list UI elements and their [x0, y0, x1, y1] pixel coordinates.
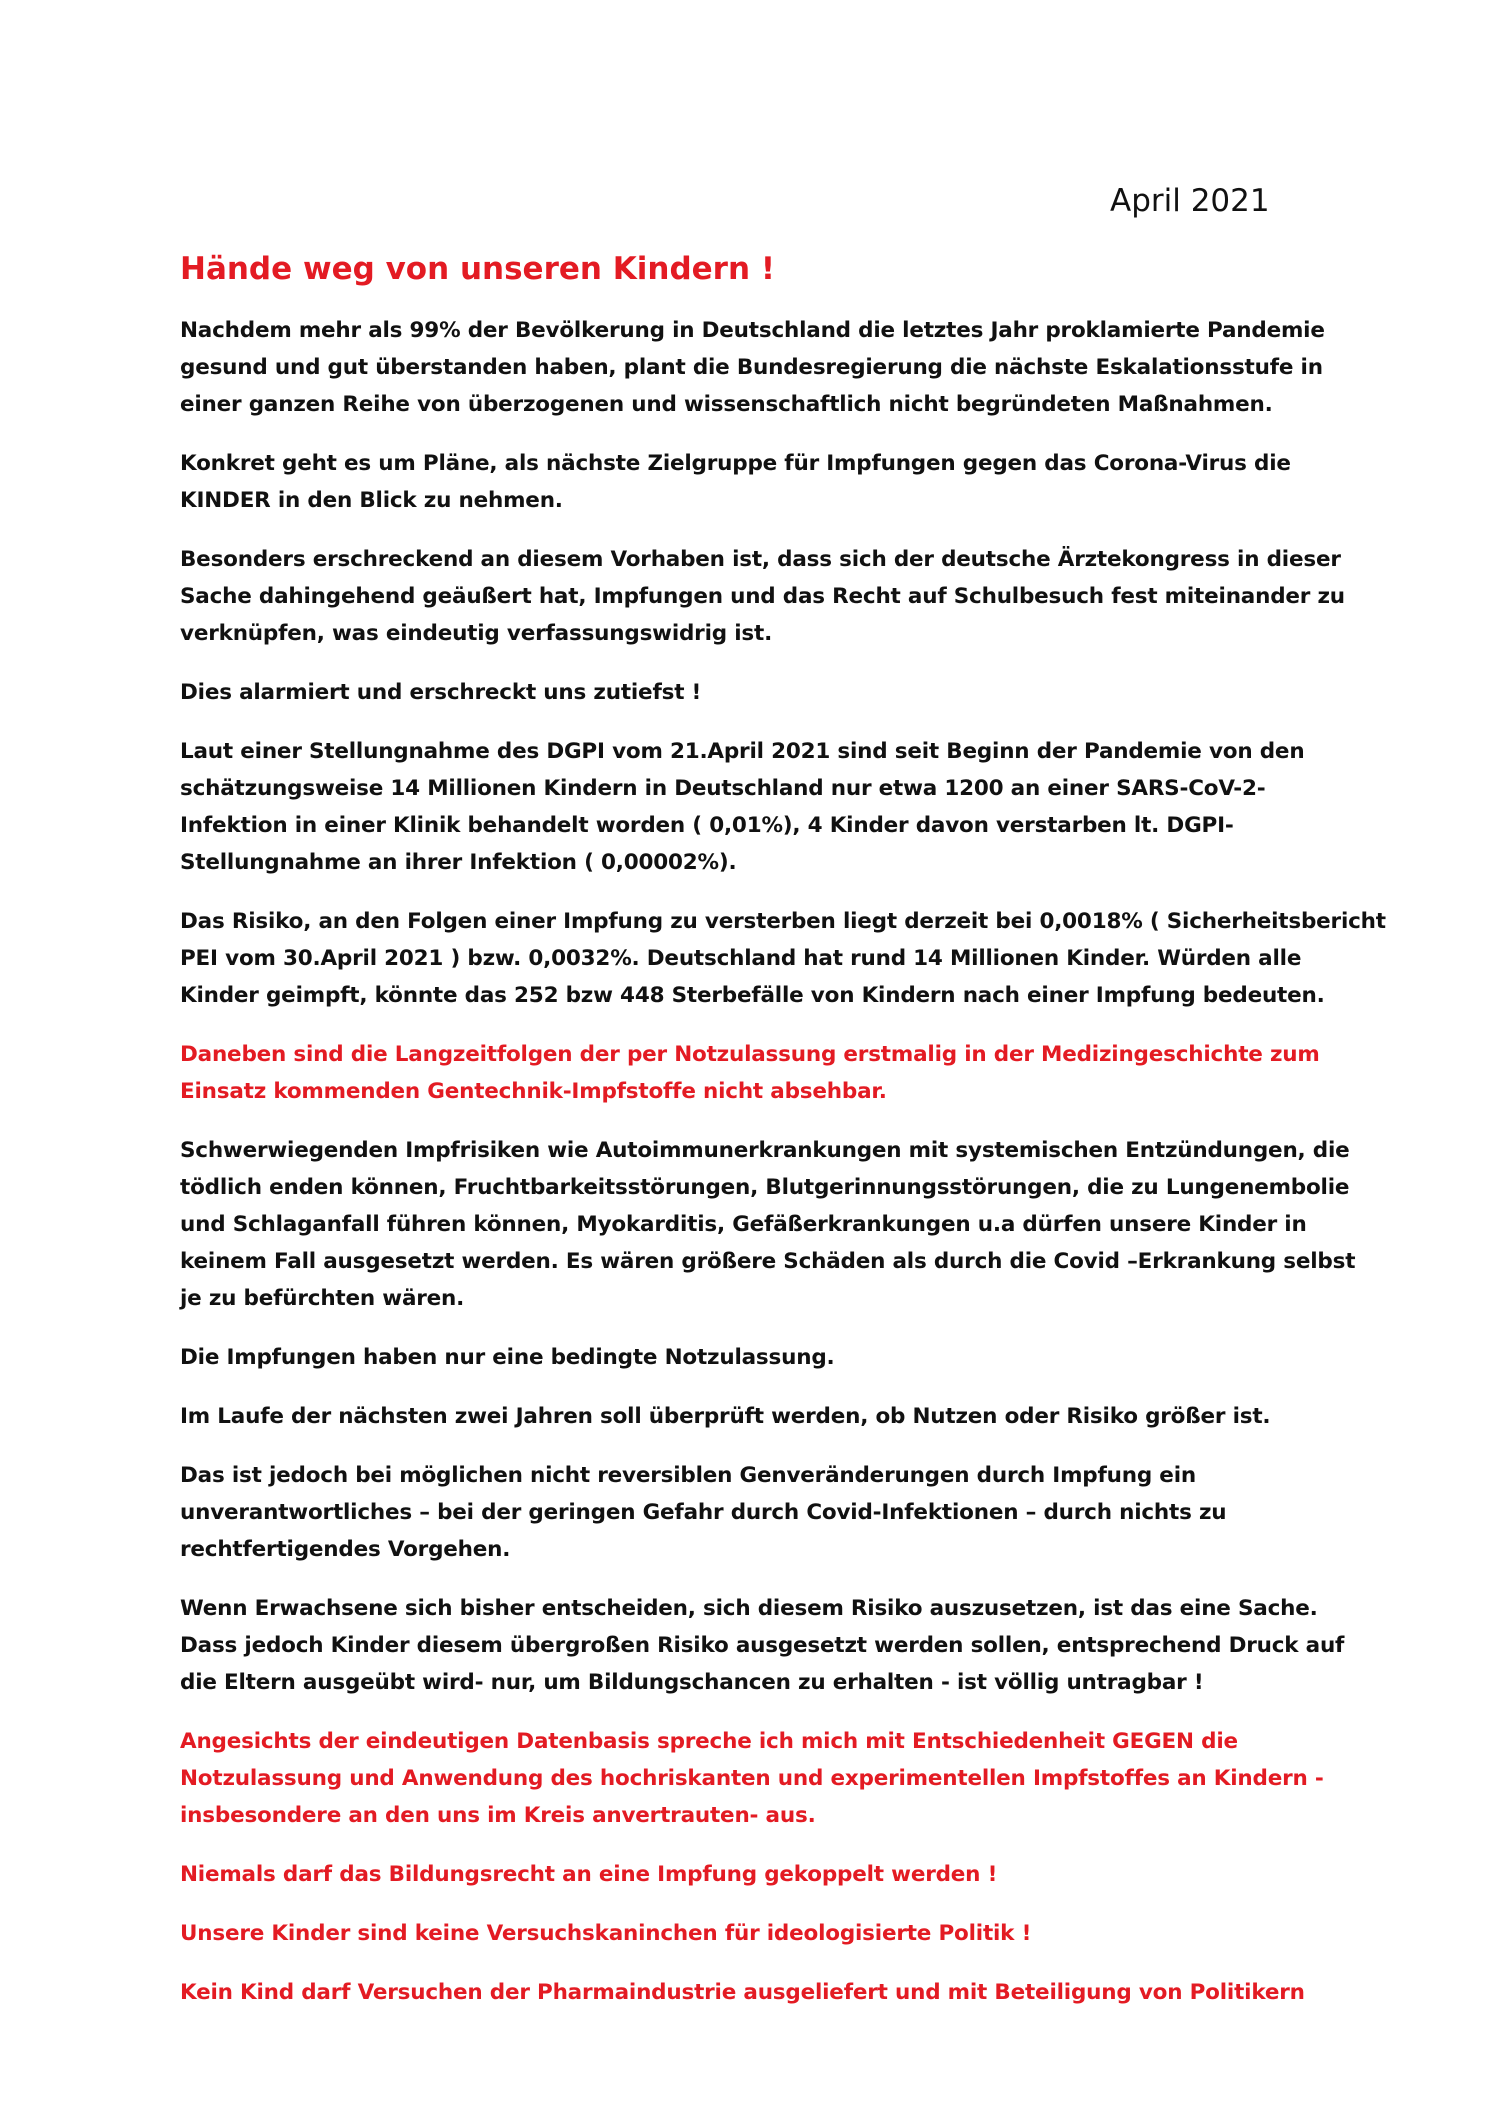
paragraph — [180, 1974, 1340, 2011]
paragraph — [180, 1856, 1340, 1893]
paragraph — [180, 1339, 1340, 1376]
document-title: Hände weg von unseren Kindern ! — [180, 251, 775, 287]
paragraph-line: Kinder geimpft, könnte das 252 bzw 448 Sterbefälle von Kindern nach einer Impfung bedeuten. — [180, 983, 1325, 1008]
paragraph — [180, 312, 1340, 423]
document-date: April 2021 — [1110, 183, 1270, 219]
paragraph-line: je zu befürchten wären. — [180, 1286, 465, 1311]
paragraph-line: Wenn Erwachsene sich bisher entscheiden, sich diesem Risiko auszusetzen, ist das eine Sache. — [180, 1596, 1318, 1621]
paragraph — [180, 445, 1340, 519]
paragraph-line: KINDER in den Blick zu nehmen. — [180, 488, 563, 513]
paragraph-line: Das ist jedoch bei möglichen nicht reversiblen Genveränderungen durch Impfung ein — [180, 1463, 1196, 1488]
paragraph-line: tödlich enden können, Fruchtbarkeitsstörungen, Blutgerinnungsstörungen, die zu Lungenembolie — [180, 1175, 1350, 1200]
paragraph-line: Unsere Kinder sind keine Versuchskaninchen für ideologisierte Politik ! — [180, 1921, 1032, 1946]
paragraph-line: rechtfertigendes Vorgehen. — [180, 1537, 511, 1562]
paragraph-line: schätzungsweise 14 Millionen Kindern in Deutschland nur etwa 1200 an einer SARS-CoV-2- — [180, 776, 1266, 801]
paragraph-line: die Eltern ausgeübt wird- nur, um Bildungschancen zu erhalten - ist völlig untragbar ! — [180, 1670, 1204, 1695]
paragraph-line: keinem Fall ausgesetzt werden. Es wären größere Schäden als durch die Covid –Erkrankung selbst — [180, 1249, 1356, 1274]
paragraph — [180, 1132, 1356, 1317]
paragraph-line: Im Laufe der nächsten zwei Jahren soll überprüft werden, ob Nutzen oder Risiko größer ist. — [180, 1404, 1271, 1429]
paragraph-line: einer ganzen Reihe von überzogenen und wissenschaftlich nicht begründeten Maßnahmen. — [180, 392, 1273, 417]
paragraph-line: Konkret geht es um Pläne, als nächste Zielgruppe für Impfungen gegen das Corona-Virus die — [180, 451, 1291, 476]
paragraph-line: Kein Kind darf Versuchen der Pharmaindustrie ausgeliefert und mit Beteiligung von Politikern — [180, 1980, 1305, 2005]
paragraph — [180, 1036, 1340, 1110]
paragraph — [180, 733, 1340, 881]
paragraph-line: und Schlaganfall führen können, Myokarditis, Gefäßerkrankungen u.a dürfen unsere Kinder in — [180, 1212, 1307, 1237]
paragraph — [180, 1590, 1345, 1701]
paragraph-line: insbesondere an den uns im Kreis anvertrauten- aus. — [180, 1803, 816, 1828]
paragraph-line: Laut einer Stellungnahme des DGPI vom 21.April 2021 sind seit Beginn der Pandemie von den — [180, 739, 1305, 764]
paragraph-line: gesund und gut überstanden haben, plant die Bundesregierung die nächste Eskalationsstufe in — [180, 355, 1323, 380]
paragraph-line: Das Risiko, an den Folgen einer Impfung zu versterben liegt derzeit bei 0,0018% ( Sicherheitsbericht — [180, 909, 1386, 934]
paragraph-line: Sache dahingehend geäußert hat, Impfungen und das Recht auf Schulbesuch fest miteinander zu — [180, 584, 1345, 609]
paragraph — [180, 1723, 1340, 1834]
paragraph-line: Dass jedoch Kinder diesem übergroßen Risiko ausgesetzt werden sollen, entsprechend Druck auf — [180, 1633, 1345, 1658]
paragraph-line: Daneben sind die Langzeitfolgen der per Notzulassung erstmalig in der Medizingeschichte zum — [180, 1042, 1320, 1067]
paragraph-line: Schwerwiegenden Impfrisiken wie Autoimmunerkrankungen mit systemischen Entzündungen, die — [180, 1138, 1350, 1163]
paragraph — [180, 674, 1340, 711]
paragraph-line: Die Impfungen haben nur eine bedingte Notzulassung. — [180, 1345, 835, 1370]
paragraph-line: Angesichts der eindeutigen Datenbasis spreche ich mich mit Entschiedenheit GEGEN die — [180, 1729, 1238, 1754]
paragraph — [180, 1915, 1340, 1952]
paragraph-line: unverantwortliches – bei der geringen Gefahr durch Covid-Infektionen – durch nichts zu — [180, 1500, 1227, 1525]
paragraph-line: Besonders erschreckend an diesem Vorhaben ist, dass sich der deutsche Ärztekongress in dieser — [180, 547, 1341, 572]
document-body — [180, 312, 1386, 2033]
paragraph — [180, 1398, 1340, 1435]
paragraph-line: Notzulassung und Anwendung des hochriskanten und experimentellen Impfstoffes an Kindern - — [180, 1766, 1324, 1791]
paragraph-line: Stellungnahme an ihrer Infektion ( 0,00002%). — [180, 850, 737, 875]
paragraph — [180, 541, 1345, 652]
paragraph-line: PEI vom 30.April 2021 ) bzw. 0,0032%. Deutschland hat rund 14 Millionen Kinder. Würden alle — [180, 946, 1302, 971]
paragraph-line: Einsatz kommenden Gentechnik-Impfstoffe nicht absehbar. — [180, 1079, 887, 1104]
paragraph-line: Dies alarmiert und erschreckt uns zutiefst ! — [180, 680, 702, 705]
paragraph — [180, 903, 1386, 1014]
paragraph-line: Niemals darf das Bildungsrecht an eine Impfung gekoppelt werden ! — [180, 1862, 998, 1887]
paragraph-line: Nachdem mehr als 99% der Bevölkerung in Deutschland die letztes Jahr proklamierte Pandemie — [180, 318, 1325, 343]
paragraph — [180, 1457, 1340, 1568]
paragraph-line: Infektion in einer Klinik behandelt worden ( 0,01%), 4 Kinder davon verstarben lt. DGPI- — [180, 813, 1234, 838]
paragraph-line: verknüpfen, was eindeutig verfassungswidrig ist. — [180, 621, 773, 646]
